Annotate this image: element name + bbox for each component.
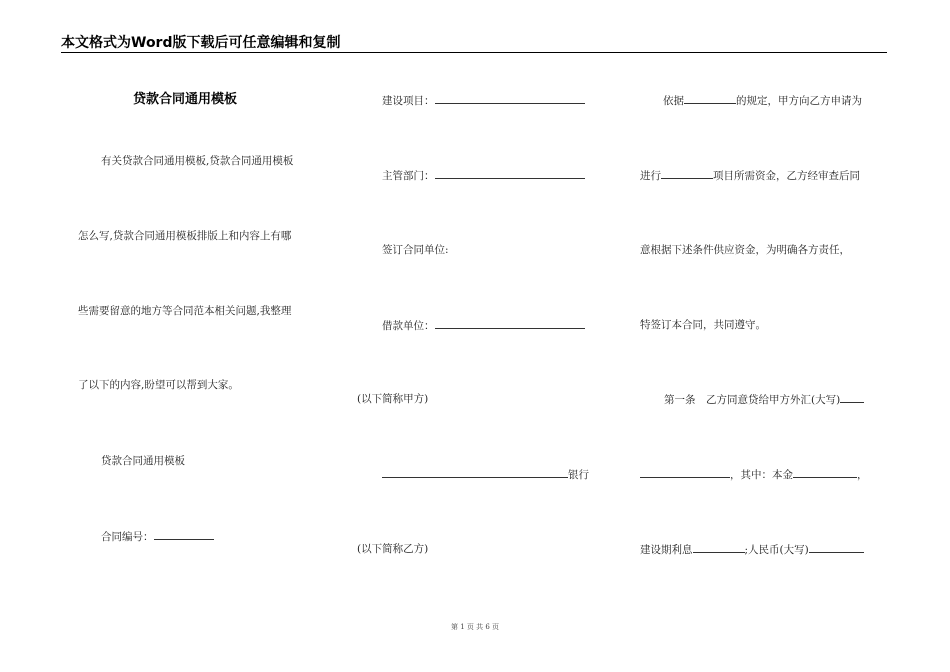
- contract-number-row: [101, 529, 214, 544]
- contract-number-label: 合同编号：: [101, 531, 154, 543]
- intro-line-4: 了以下的内容,盼望可以帮到大家。: [78, 379, 239, 391]
- item-blank: [661, 168, 713, 179]
- bank-suffix: 银行: [568, 469, 589, 481]
- interest-line: [640, 542, 864, 557]
- clause-line-1-start: 依据: [663, 95, 684, 107]
- project-label: 建设项目：: [382, 95, 435, 107]
- bank-blank: [382, 467, 568, 478]
- project-blank: [435, 93, 585, 104]
- clause-line-1: [663, 93, 862, 108]
- foreign-currency-blank: [840, 392, 864, 403]
- dept-label: 主管部门：: [382, 170, 435, 182]
- principal-label: ，其中：本金: [730, 469, 793, 481]
- clause-line-4: 特签订本合同，共同遵守。: [640, 319, 766, 331]
- principal-line: [640, 467, 868, 482]
- dept-row: [382, 168, 585, 183]
- interest-blank: [693, 542, 745, 553]
- regulation-blank: [684, 93, 736, 104]
- document-title: 贷款合同通用模板: [133, 92, 238, 107]
- page-header: 本文格式为Word版下载后可任意编辑和复制: [61, 34, 887, 53]
- sign-unit-label: 签订合同单位:: [382, 244, 449, 256]
- dept-blank: [435, 168, 585, 179]
- project-row: [382, 93, 585, 108]
- principal-comma: ，: [857, 469, 868, 481]
- rmb-blank: [809, 542, 864, 553]
- rmb-label: ;人民币(大写): [744, 544, 809, 556]
- borrower-blank: [435, 318, 585, 329]
- contract-number-blank: [154, 529, 214, 540]
- clause-line-1-end: 的规定，甲方向乙方申请为: [736, 95, 862, 107]
- principal-blank: [793, 467, 857, 478]
- borrower-label: 借款单位：: [382, 320, 435, 332]
- subtitle: 贷款合同通用模板: [101, 455, 185, 467]
- party-a-note: (以下简称甲方): [357, 393, 429, 405]
- interest-label: 建设期利息: [640, 544, 693, 556]
- page-number: 第 1 页 共 6 页: [450, 623, 500, 631]
- clause-line-2-end: 项目所需资金，乙方经审查后同: [713, 170, 860, 182]
- clause-line-2-start: 进行: [640, 170, 661, 182]
- intro-line-1: 有关贷款合同通用模板,贷款合同通用模板: [101, 155, 294, 167]
- article-one-line: [664, 392, 864, 407]
- intro-line-3: 些需要留意的地方等合同范本相关问题,我整理: [78, 305, 292, 317]
- article-one-text: 第一条 乙方同意贷给甲方外汇(大写): [664, 394, 841, 406]
- clause-line-3: 意根据下述条件供应资金，为明确各方责任，: [640, 244, 850, 256]
- bank-row: [382, 467, 589, 482]
- amount-blank: [640, 467, 730, 478]
- party-b-note: (以下简称乙方): [357, 543, 429, 555]
- clause-line-2: [640, 168, 860, 183]
- intro-line-2: 怎么写,贷款合同通用模板排版上和内容上有哪: [78, 230, 292, 242]
- borrower-row: [382, 318, 585, 333]
